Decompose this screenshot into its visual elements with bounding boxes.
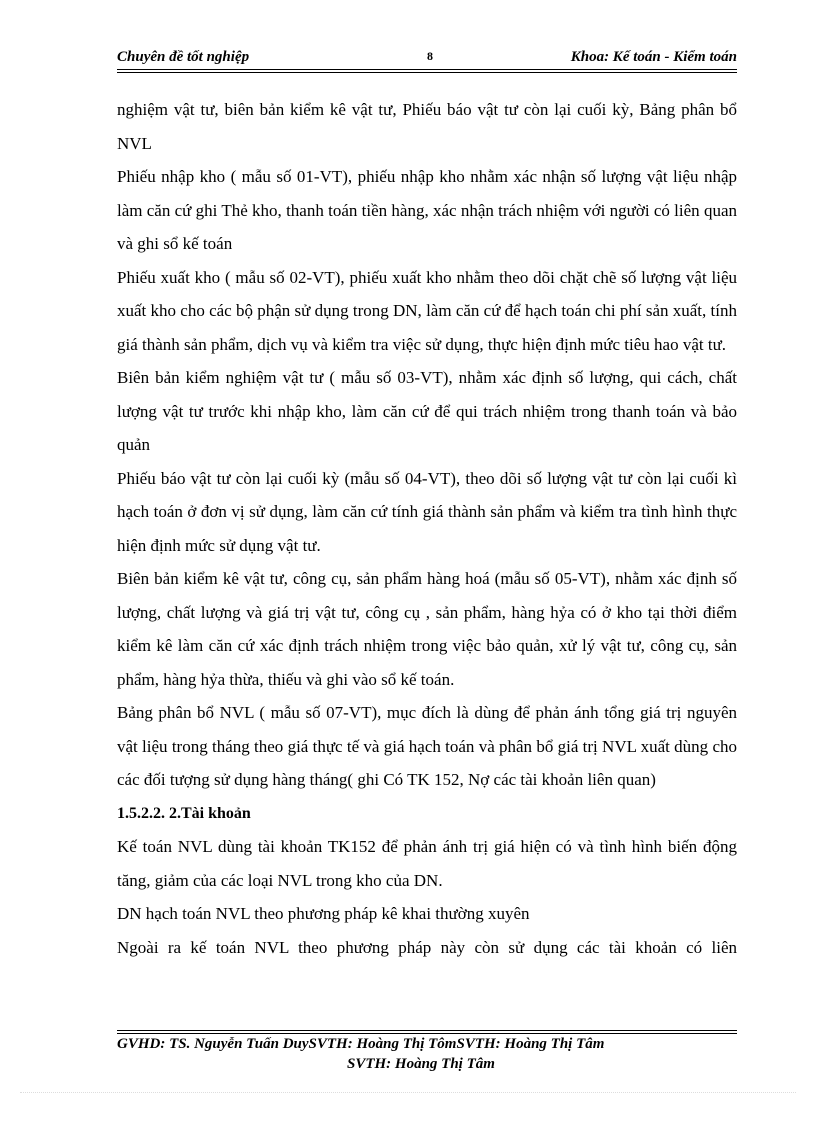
footer-rule-thick [117,1033,737,1034]
page-edge-dotted-rule [20,1092,796,1093]
paragraph: Ngoài ra kế toán NVL theo phương pháp này còn sử dụng các tài khoản có liên [117,937,737,957]
page-header [117,47,737,69]
document-body [117,93,737,964]
section-heading: 1.5.2.2. 2.Tài khoản [117,804,251,822]
paragraph: Biên bản kiểm kê vật tư, công cụ, sản phẩm hàng hoá (mẫu số 05-VT), nhằm xác định số lượng, chất lượng và giá trị vật tư, công cụ , sản phẩm, hàng hỷa có ở kho tại thời điểm kiểm kê làm căn cứ xác định trách nhiệm trong việc bảo quản, xử lý vật tư, công cụ, sản phẩm, hàng hỷa thừa, thiếu và ghi vào sổ kế toán. [117,569,737,689]
paragraph: Kế toán NVL dùng tài khoản TK152 để phản ánh trị giá hiện có và tình hình biến động tăng, giảm của các loại NVL trong kho của DN. [117,837,737,890]
header-title: Chuyên đề tốt nghiệp [117,49,250,65]
paragraph: DN hạch toán NVL theo phương pháp kê khai thường xuyên [117,904,530,923]
footer-rule-thin [117,1030,737,1031]
footer-student-line: SVTH: Hoàng Thị Tâm [347,1056,495,1072]
footer-supervisor-line: GVHD: TS. Nguyễn Tuấn DuySVTH: Hoàng Thị TômSVTH: Hoàng Thị Tâm [117,1036,605,1052]
header-rule-thin [117,72,737,73]
paragraph: Biên bản kiểm nghiệm vật tư ( mẫu số 03-VT), nhằm xác định số lượng, qui cách, chất lượng vật tư trước khi nhập kho, làm căn cứ để qui trách nhiệm trong thanh toán và bảo quản [117,368,737,454]
header-department: Khoa: Kế toán - Kiểm toán [570,49,737,65]
paragraph: Phiếu nhập kho ( mẫu số 01-VT), phiếu nhập kho nhằm xác nhận số lượng vật liệu nhập làm căn cứ ghi Thẻ kho, thanh toán tiền hàng, xác nhận trách nhiệm với người có liên quan và ghi sổ kế toán [117,167,737,253]
header-rule-thick [117,69,737,70]
paragraph: Bảng phân bổ NVL ( mẫu số 07-VT), mục đích là dùng để phản ánh tổng giá trị nguyên vật liệu trong tháng theo giá thực tế và giá hạch toán và phân bổ giá trị NVL xuất dùng cho các đối tượng sử dụng hàng tháng( ghi Có TK 152, Nợ các tài khoản liên quan) [117,703,737,789]
paragraph: Phiếu xuất kho ( mẫu số 02-VT), phiếu xuất kho nhằm theo dõi chặt chẽ số lượng vật liệu xuất kho cho các bộ phận sử dụng trong DN, làm căn cứ để hạch toán chi phí sản xuất, tính giá thành sản phẩm, dịch vụ và kiểm tra việc sử dụng, thực hiện định mức tiêu hao vật tư. [117,267,737,354]
paragraph: nghiệm vật tư, biên bản kiểm kê vật tư, Phiếu báo vật tư còn lại cuối kỳ, Bảng phân bổ NVL [117,100,737,153]
page-number: 8 [427,49,433,63]
paragraph: Phiếu báo vật tư còn lại cuối kỳ (mẫu số 04-VT), theo dõi số lượng vật tư còn lại cuối kì hạch toán ở đơn vị sử dụng, làm căn cứ tính giá thành sản phẩm và kiểm tra tình hình thực hiện định mức sử dụng vật tư. [117,468,737,555]
